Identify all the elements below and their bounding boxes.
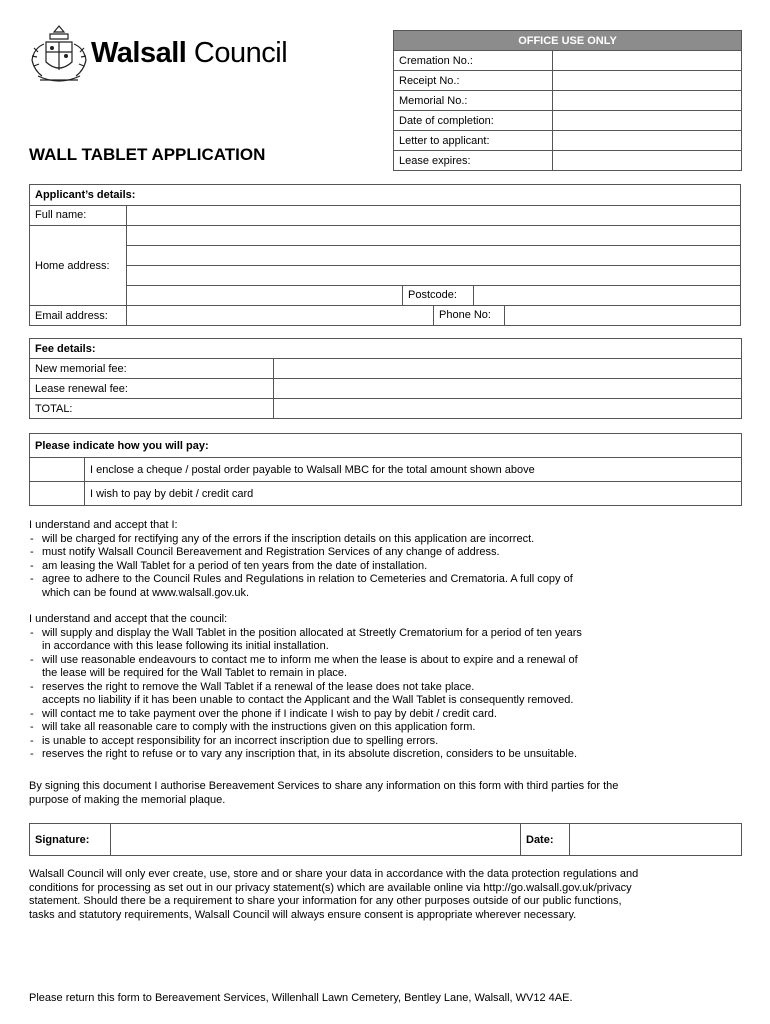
list-item: - will contact me to take payment over the phone if I indicate I wish to pay by debit / credit card.: [29, 708, 744, 722]
total-fee-field[interactable]: [274, 399, 742, 419]
phone-field[interactable]: [505, 306, 740, 325]
terms-council-intro: I understand and accept that the council:: [29, 613, 228, 625]
applicant-heading: Applicant’s details:: [35, 189, 136, 201]
full-name-field[interactable]: [127, 206, 740, 225]
email-label: Email address:: [35, 310, 108, 322]
fee-label: New memorial fee:: [30, 359, 274, 379]
signature-table: [29, 823, 742, 856]
new-memorial-fee-field[interactable]: [274, 359, 742, 379]
payment-option-card: I wish to pay by debit / credit card: [85, 482, 742, 506]
fee-heading: Fee details:: [30, 339, 742, 359]
signature-field[interactable]: [111, 824, 521, 856]
cheque-checkbox[interactable]: [30, 458, 85, 482]
phone-label: Phone No:: [433, 305, 505, 326]
lease-renewal-fee-field[interactable]: [274, 379, 742, 399]
terms-applicant-intro: I understand and accept that I:: [29, 519, 178, 531]
email-field[interactable]: [127, 306, 433, 325]
postcode-field[interactable]: [474, 286, 740, 305]
date-field[interactable]: [570, 824, 742, 856]
terms-applicant: [29, 519, 744, 600]
full-name-label: Full name:: [35, 209, 87, 221]
payment-heading: Please indicate how you will pay:: [30, 434, 742, 458]
office-field[interactable]: [553, 91, 742, 111]
applicant-details-section: [29, 184, 741, 326]
list-item: - is unable to accept responsibility for an incorrect inscription due to spelling errors.: [29, 735, 744, 749]
card-checkbox[interactable]: [30, 482, 85, 506]
list-item: - agree to adhere to the Council Rules and Regulations in relation to Cemeteries and Crematoria. A full copy of which can be found at www.walsall.gov.uk.: [29, 573, 744, 600]
return-address-footer: Please return this form to Bereavement Services, Willenhall Lawn Cemetery, Bentley Lane, Walsall, WV12 4AE.: [29, 992, 573, 1004]
terms-council: [29, 613, 744, 762]
home-address-label: Home address:: [35, 260, 110, 272]
list-item: - will use reasonable endeavours to contact me to inform me when the lease is about to expire and a renewal of the lease will be required for the Wall Tablet to remain in place.: [29, 654, 744, 681]
office-use-table: [393, 30, 742, 171]
office-field[interactable]: [553, 111, 742, 131]
council-crest-logo: [28, 22, 90, 86]
list-item: - reserves the right to remove the Wall Tablet if a renewal of the lease does not take place. accepts no liability if it has been unable to contact the Applicant and the Wall Tablet is consequently removed.: [29, 681, 744, 708]
date-label: Date:: [521, 824, 570, 856]
office-label: Memorial No.:: [394, 91, 553, 111]
privacy-statement: Walsall Council will only ever create, use, store and or share your data in accordance with the data protection regulations and conditions for processing as set out in our privacy statement(s) which are available online via http://go.walsall.gov.uk/privacy statement. Should there be a requirement to share your information for any other purposes outside of our public functions, tasks and statutory requirements, Walsall Council will always ensure consent is appropriate wherever necessary.: [29, 868, 639, 921]
authorisation-statement: By signing this document I authorise Bereavement Services to share any information on this form with third parties for the purpose of making the memorial plaque.: [29, 780, 619, 806]
council-wordmark: Walsall Council: [91, 37, 288, 69]
list-item: - will be charged for rectifying any of the errors if the inscription details on this application are incorrect.: [29, 533, 744, 547]
fee-label: TOTAL:: [30, 399, 274, 419]
office-label: Date of completion:: [394, 111, 553, 131]
office-label: Letter to applicant:: [394, 131, 553, 151]
office-label: Receipt No.:: [394, 71, 553, 91]
list-item: - must notify Walsall Council Bereavement and Registration Services of any change of address.: [29, 546, 744, 560]
list-item: - reserves the right to refuse or to vary any inscription that, in its absolute discretion, considers to be unsuitable.: [29, 748, 744, 762]
list-item: - will supply and display the Wall Tablet in the position allocated at Streetly Crematorium for a period of ten years in accordance with this lease following its initial installation.: [29, 627, 744, 654]
signature-label: Signature:: [30, 824, 111, 856]
office-field[interactable]: [553, 71, 742, 91]
office-label: Cremation No.:: [394, 51, 553, 71]
list-item: - am leasing the Wall Tablet for a period of ten years from the date of installation.: [29, 560, 744, 574]
payment-option-cheque: I enclose a cheque / postal order payable to Walsall MBC for the total amount shown above: [85, 458, 742, 482]
office-field[interactable]: [553, 131, 742, 151]
page-title: WALL TABLET APPLICATION: [29, 145, 266, 164]
home-address-field[interactable]: [127, 226, 740, 285]
payment-table: [29, 433, 742, 506]
fee-label: Lease renewal fee:: [30, 379, 274, 399]
postcode-label: Postcode:: [402, 285, 474, 305]
office-label: Lease expires:: [394, 151, 553, 171]
office-field[interactable]: [553, 151, 742, 171]
office-use-heading: OFFICE USE ONLY: [394, 31, 742, 51]
fee-details-table: [29, 338, 742, 419]
office-field[interactable]: [553, 51, 742, 71]
list-item: - will take all reasonable care to comply with the instructions given on this application form.: [29, 721, 744, 735]
